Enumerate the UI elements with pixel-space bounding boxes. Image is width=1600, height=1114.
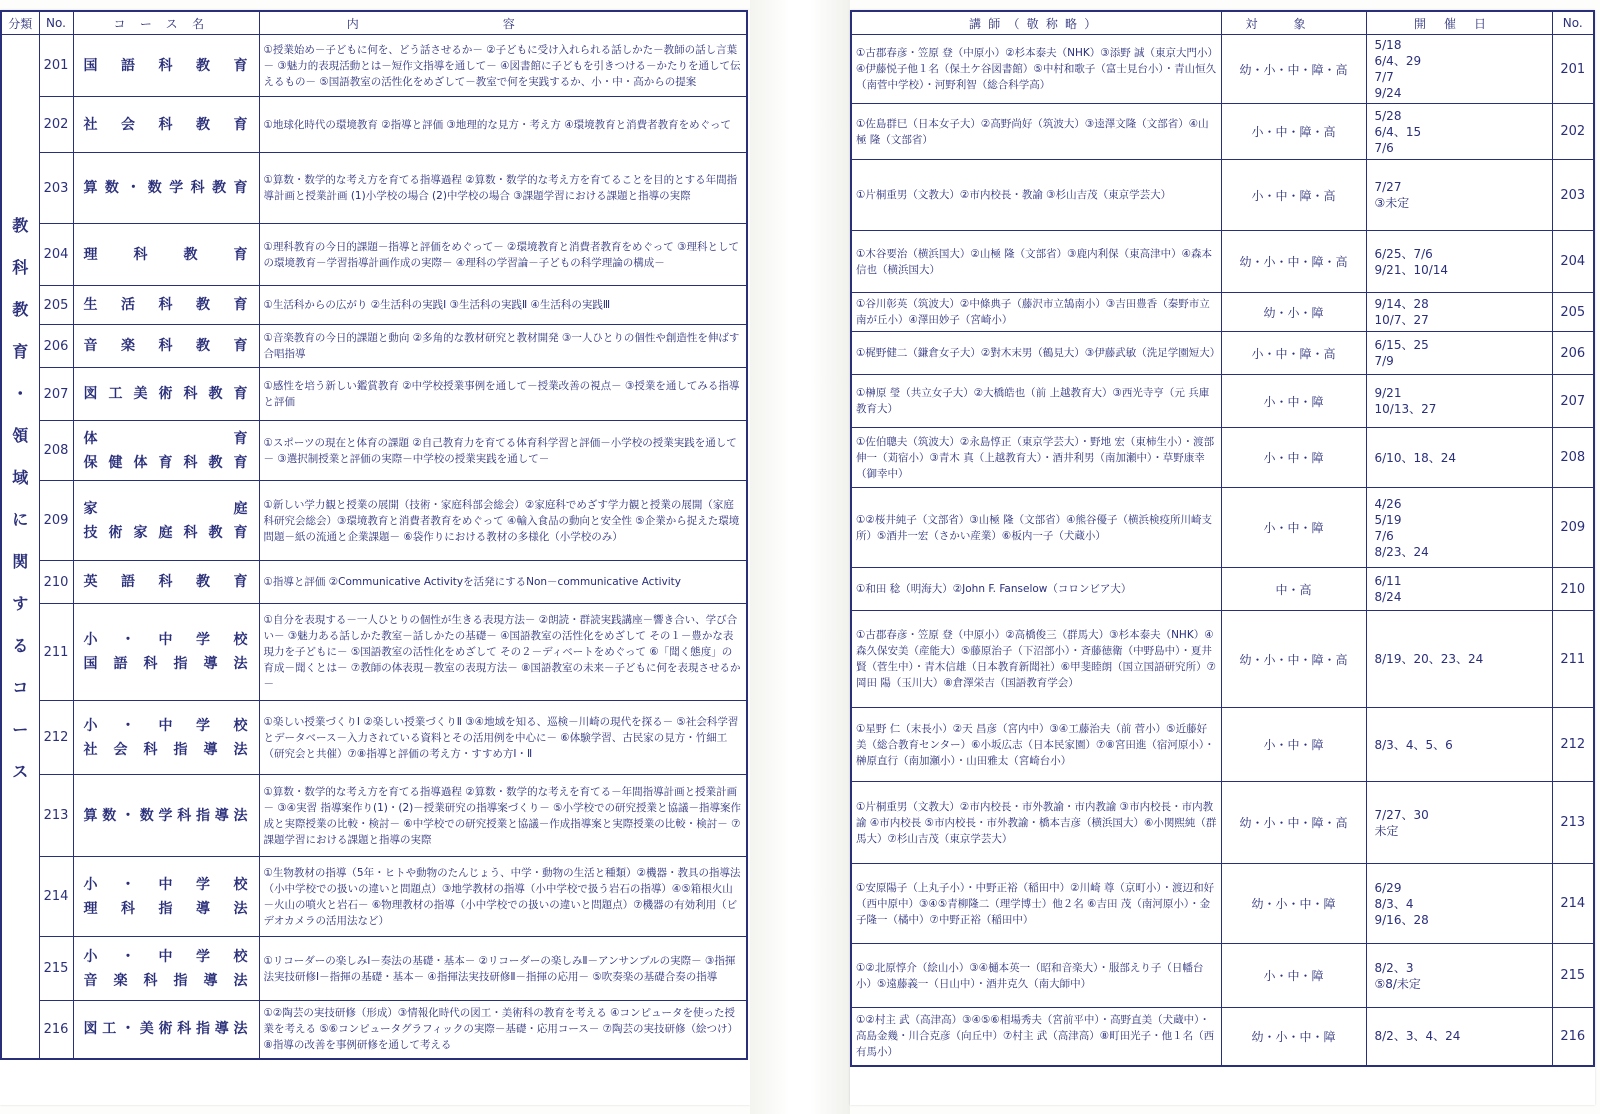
course-content: ①授業始め－子どもに何を、どう話させるか－ ②子どもに受け入れられる話しかた－教師の話し言葉－ ③魅力的表現活動とは－短作文指導を通して－ ④図書館に子どもを引きつける－かたりを通して伝えるもの－ ⑤国語教室の活性化をめざして－教室で何を実践するか、小・中・高からの提案 [259, 35, 747, 97]
header-no-right: No. [1552, 11, 1594, 35]
course-row [1, 153, 747, 224]
course-target: 幼・小・中・障・高 [1221, 782, 1366, 864]
course-dates [1366, 332, 1552, 375]
course-date: 4/26 [1374, 496, 1402, 511]
course-name-line: 生活科教育 [83, 297, 249, 313]
course-target: 幼・小・中・障・高 [1221, 35, 1366, 104]
course-content: ①新しい学力観と授業の展開（技術・家庭科部会総会）②家庭科でめざす学力観と授業の展開（家庭科研究会総会）③環境教育と消費者教育をめぐって ④輸入食品の動向と安全性 ⑤企業から捉えた環境問題－紙の流通と企業課題－ ⑥袋作りにおける教材の多様化（小学校のみ） [259, 481, 747, 561]
category-char: す [12, 594, 29, 613]
course-date: 5/19 [1374, 512, 1402, 527]
course-no: 208 [39, 421, 73, 481]
category-char: ス [12, 762, 29, 781]
course-target: 幼・小・中・障 [1221, 864, 1366, 944]
header-instructor: 講師（敬称略） [851, 11, 1221, 35]
course-name [73, 775, 259, 857]
course-name [73, 224, 259, 286]
course-no-right: 214 [1552, 864, 1594, 944]
schedule-row [851, 611, 1594, 708]
course-name [73, 701, 259, 775]
schedule-row [851, 708, 1594, 782]
course-date: 5/28 [1374, 108, 1402, 123]
course-no: 209 [39, 481, 73, 561]
category-char: る [12, 636, 29, 655]
course-instructor: ①古郡春彦・笠原 登（中原小）②高橋俊三（群馬大）③杉本泰夫（NHK）④森久保安美（産能大）⑤藤原治子（下沼部小）・斉藤徳衛（中野島中）・夏井 賢（菅生中）・青木信雄（日本教育新聞社）⑥甲斐睦朗（国立国語研究所）⑦岡田 陽（玉川大）⑧倉澤栄吉（国語教育学会） [851, 611, 1221, 708]
course-name [73, 1001, 259, 1059]
course-no-right: 210 [1552, 568, 1594, 611]
course-content: ①感性を培う新しい鑑賞教育 ②中学校授業事例を通して－授業改善の視点－ ③授業を通してみる指導と評価 [259, 368, 747, 421]
course-no-right: 205 [1552, 293, 1594, 332]
course-date: ⑤8/未定 [1374, 976, 1421, 991]
course-instructor: ①安原陽子（上丸子小）・中野正裕（稲田中）②川崎 尊（京町小）・渡辺和好（西中原中）③④⑤青柳隆二（理学博士）他２名 ⑥吉田 茂（南河原小）・金子隆一（橘中）⑦中野正裕（稲田中） [851, 864, 1221, 944]
course-target: 小・中・障 [1221, 944, 1366, 1008]
course-target: 幼・小・中・障・高 [1221, 611, 1366, 708]
course-schedule-table [850, 10, 1595, 1067]
schedule-row [851, 488, 1594, 568]
course-no-right: 216 [1552, 1008, 1594, 1066]
course-target: 小・中・障 [1221, 708, 1366, 782]
course-date: 7/9 [1374, 354, 1394, 368]
course-no: 212 [39, 701, 73, 775]
course-content: ①スポーツの現在と体育の課題 ②自己教育力を育てる体育科学習と評価－小学校の授業実践を通して－ ③選択制授業と評価の実際－中学校の授業実践を通して－ [259, 421, 747, 481]
course-date: ③未定 [1374, 196, 1410, 210]
course-name-line: 理科教育 [83, 246, 249, 263]
category-label [1, 35, 39, 1059]
course-no-right: 206 [1552, 332, 1594, 375]
course-date: 8/2、3、4、24 [1374, 1029, 1461, 1044]
course-instructor: ①②桜井純子（文部省）③山極 隆（文部省）④熊谷優子（横浜検疫所川崎支所）⑤酒井一宏（さかい産業）⑥板内一子（犬蔵小） [851, 488, 1221, 568]
course-instructor: ①②村主 武（高津高）③④⑤⑥相場秀夫（宮前平中）・高野直美（犬蔵中）・高島金幾・川合克彦（向丘中）⑦村主 武（高津高）⑧町田光子・他１名（西有馬小） [851, 1008, 1221, 1066]
course-date: 9/21、10/14 [1374, 262, 1449, 277]
header-content: 内容 [259, 11, 747, 35]
category-char: 領 [12, 426, 29, 445]
course-no: 202 [39, 97, 73, 153]
course-row [1, 857, 747, 937]
course-name [73, 421, 259, 481]
category-char: 育 [12, 342, 29, 361]
header-course-name: コース名 [73, 11, 259, 35]
header-category: 分類 [1, 11, 39, 35]
course-dates [1366, 944, 1552, 1008]
course-no: 204 [39, 224, 73, 286]
schedule-row [851, 293, 1594, 332]
right-page [850, 10, 1595, 1105]
course-row [1, 224, 747, 286]
course-row [1, 1001, 747, 1059]
course-date: 10/13、27 [1374, 402, 1437, 416]
course-content: ①音楽教育の今日的課題と動向 ②多角的な教材研究と教材開発 ③一人ひとりの個性や創造性を伸ばす合唱指導 [259, 325, 747, 368]
course-no: 210 [39, 561, 73, 604]
course-no-right: 203 [1552, 160, 1594, 231]
course-name-line: 図工美術科教育 [83, 386, 249, 402]
course-name-line: 技術家庭科教育 [83, 524, 249, 541]
course-name [73, 481, 259, 561]
course-target: 小・中・障・高 [1221, 332, 1366, 375]
category-char: コ [12, 678, 29, 697]
course-name [73, 286, 259, 325]
course-instructor: ①梶野健二（鎌倉女子大）②對木末男（鶴見大）③伊藤武敏（洗足学園短大） [851, 332, 1221, 375]
course-no-right: 201 [1552, 35, 1594, 104]
course-instructor: ①片桐重男（文教大）②市内校長・市外教諭・市内教諭 ③市内校長・市内教諭 ④市内校長 ⑤市内校長・市外教諭・橋本吉彦（横浜国大）⑥小関熙純（群馬大）⑦杉山吉茂（東京学芸大） [851, 782, 1221, 864]
course-no: 207 [39, 368, 73, 421]
course-target: 小・中・障 [1221, 428, 1366, 488]
header-date: 開催日 [1366, 11, 1552, 35]
course-content: ①算数・数学的な考え方を育てる指導過程 ②算数・数学的な考え方を育てることを目的とする年間指導計画と授業計画 (1)小学校の場合 (2)中学校の場合 ③課題学習における課題と指導の実際 [259, 153, 747, 224]
left-page [0, 10, 750, 1105]
course-no-right: 209 [1552, 488, 1594, 568]
course-content: ①生活科からの広がり ②生活科の実践Ⅰ ③生活科の実践Ⅱ ④生活科の実践Ⅲ [259, 286, 747, 325]
course-instructor: ①木谷要治（横浜国大）②山極 隆（文部省）③鹿内利保（東高津中）④森本信也（横浜国大） [851, 231, 1221, 293]
schedule-row [851, 428, 1594, 488]
course-dates [1366, 104, 1552, 160]
category-char: 教 [12, 216, 29, 235]
course-no-right: 204 [1552, 231, 1594, 293]
course-instructor: ①榊原 瑩（共立女子大）②大橋皓也（前 上越教育大）③西光寺亨（元 兵庫教育大） [851, 375, 1221, 428]
course-name-line: 算数・数学科教育 [83, 180, 249, 196]
course-instructor: ①佐伯聰夫（筑波大）②永島惇正（東京学芸大）・野地 宏（東柿生小）・渡部伸一（苅宿小）③青木 真（上越教育大）・酒井利男（南加瀬中）・草野康幸（御幸中） [851, 428, 1221, 488]
course-row [1, 937, 747, 1001]
course-row [1, 97, 747, 153]
course-name [73, 368, 259, 421]
course-date: 6/29 [1374, 880, 1402, 895]
course-date: 5/18 [1374, 38, 1402, 52]
course-target: 幼・小・中・障・高 [1221, 231, 1366, 293]
course-content: ①算数・数学的な考え方を育てる指導過程 ②算数・数学的な考えを育てる－年間指導計画と授業計画－ ③④実習 指導案作り(1)・(2)－授業研究の指導案づくり－ ⑤小学校での研究授業と協議－指導案作成と実際授業の比較・検討－ ⑥中学校での研究授業と協議－作成指導案と実際授業の比較・検討－ ⑦課題学習における課題と指導の実際 [259, 775, 747, 857]
course-date: 6/4、15 [1374, 124, 1422, 139]
category-char: 域 [12, 468, 29, 487]
course-date: 8/24 [1374, 590, 1402, 604]
course-name-line: 体育 [83, 430, 249, 447]
course-target: 小・中・障・高 [1221, 104, 1366, 160]
course-date: 7/27、30 [1374, 807, 1429, 822]
course-name [73, 561, 259, 604]
course-no-right: 211 [1552, 611, 1594, 708]
course-instructor: ①片桐重男（文教大）②市内校長・教諭 ③杉山吉茂（東京学芸大） [851, 160, 1221, 231]
course-name-line: 家庭 [83, 500, 249, 517]
course-date: 6/25、7/6 [1374, 246, 1433, 261]
course-name-line: 小・中学校 [83, 717, 249, 734]
course-instructor: ①星野 仁（末長小）②天 昌彦（宮内中）③④工藤治夫（前 菅小）⑤近藤好美（総合教育センター）⑥小坂広志（日本民家園）⑦⑧宮田進（宿河原小）・榊原直行（南加瀬小）・山田雅太（宮崎台小） [851, 708, 1221, 782]
right-header-row [851, 11, 1594, 35]
course-content: ①自分を表現する－一人ひとりの個性が生きる表現方法－ ②朗読・群読実践講座－響き合い、学び合い－ ③魅力ある話しかた教室－話しかたの基礎－ ④国語教室の活性化をめざして その１－豊かな表現力を子どもに－ ⑤国語教室の活性化をめざして その２－ディベートをめぐって ⑥「聞く態度」の育成－聞くとは－ ⑦教師の体表現－教室の表現方法－ ⑧国語教室の未来－子どもに何を表現させるか－ [259, 604, 747, 701]
course-date: 9/14、28 [1374, 297, 1429, 311]
course-date: 8/3、4 [1374, 896, 1414, 911]
course-date: 7/7 [1374, 70, 1394, 84]
course-row [1, 701, 747, 775]
schedule-row [851, 375, 1594, 428]
course-no-right: 202 [1552, 104, 1594, 160]
category-char: に [12, 510, 29, 529]
course-row [1, 35, 747, 97]
course-name-line: 小・中学校 [83, 632, 249, 648]
course-date: 6/11 [1374, 574, 1402, 588]
course-name [73, 937, 259, 1001]
course-name-line: 小・中学校 [83, 948, 249, 965]
course-name-line: 図工・美術科指導法 [83, 1021, 249, 1038]
course-no: 214 [39, 857, 73, 937]
course-date: 6/10、18、24 [1374, 450, 1456, 465]
header-no: No. [39, 11, 73, 35]
course-target: 小・中・障 [1221, 375, 1366, 428]
schedule-row [851, 104, 1594, 160]
course-dates [1366, 782, 1552, 864]
course-date: 9/16、28 [1374, 912, 1429, 927]
course-date: 8/2、3 [1374, 960, 1414, 975]
course-name-line: 英語科教育 [83, 574, 249, 590]
course-name-line: 音楽科指導法 [83, 972, 249, 989]
course-date: 6/15、25 [1374, 338, 1429, 352]
course-dates [1366, 1008, 1552, 1066]
course-dates [1366, 160, 1552, 231]
course-content: ①②陶芸の実技研修（形成）③情報化時代の図工・美術科の教育を考える ④コンピュータを使った授業を考える ⑤⑥コンピュータグラフィックの実際－基礎・応用コース－ ⑦陶芸の実技研修（絵つけ）⑧指導の改善を事例研修を通して考える [259, 1001, 747, 1059]
course-date: 10/7、27 [1374, 313, 1429, 327]
course-row [1, 368, 747, 421]
schedule-row [851, 782, 1594, 864]
course-name [73, 604, 259, 701]
course-dates [1366, 231, 1552, 293]
course-content: ①生物教材の指導（5年・ヒトや動物のたんじょう、中学・動物の生活と種類）②機器・教具の指導法（小中学校での扱いの違いと問題点）③地学教材の指導（小中学校で扱う岩石の指導）④⑤箱根火山－火山の噴火と岩石－ ⑥物理教材の指導（小中学校での扱いの違いと問題点）⑦機器の有効利用（ビデオカメラの活用法など） [259, 857, 747, 937]
course-name-line: 国語科教育 [83, 57, 249, 74]
course-name-line: 社会科指導法 [83, 741, 249, 758]
course-dates [1366, 568, 1552, 611]
course-no: 206 [39, 325, 73, 368]
course-date: 9/24 [1374, 86, 1402, 100]
course-no: 211 [39, 604, 73, 701]
schedule-row [851, 231, 1594, 293]
category-char: ー [12, 720, 29, 739]
course-name-line: 理科指導法 [83, 900, 249, 917]
schedule-row [851, 864, 1594, 944]
course-target: 小・中・障・高 [1221, 160, 1366, 231]
course-row [1, 421, 747, 481]
course-date: 未定 [1374, 823, 1399, 838]
course-row [1, 561, 747, 604]
course-name-line: 社会科教育 [83, 116, 249, 133]
course-name-line: 小・中学校 [83, 876, 249, 893]
course-no-right: 213 [1552, 782, 1594, 864]
schedule-row [851, 1008, 1594, 1066]
course-date: 9/21 [1374, 386, 1402, 400]
course-content: ①理科教育の今日的課題－指導と評価をめぐって－ ②環境教育と消費者教育をめぐって ③理科としての環境教育－学習指導計画作成の実際－ ④理科の学習論－子どもの科学理論の構成－ [259, 224, 747, 286]
course-content: ①指導と評価 ②Communicative Activityを活発にするNon－communicative Activity [259, 561, 747, 604]
course-date: 8/23、24 [1374, 544, 1429, 559]
course-instructor: ①②北原惇介（絵山小）③④樋本英一（昭和音楽大）・服部えり子（日幡台小）⑤遠藤義一（日山中）・酒井克久（南大師中） [851, 944, 1221, 1008]
course-name [73, 153, 259, 224]
course-date: 7/6 [1374, 528, 1394, 543]
course-date: 8/19、20、23、24 [1374, 652, 1484, 666]
course-name-line: 算数・数学科指導法 [83, 807, 249, 824]
course-no: 216 [39, 1001, 73, 1059]
course-target: 幼・小・中・障 [1221, 1008, 1366, 1066]
category-char: 関 [12, 552, 29, 571]
schedule-row [851, 35, 1594, 104]
course-instructor: ①古郡春彦・笠原 登（中原小）②杉本泰夫（NHK）③添野 誠（東京大門小）④伊藤悦子他１名（保土ケ谷図書館）⑤中村和歌子（富士見台小）・青山恒久（南菅中学校）・河野利智（総合科学高） [851, 35, 1221, 104]
course-no-right: 208 [1552, 428, 1594, 488]
course-target: 小・中・障 [1221, 488, 1366, 568]
course-instructor: ①佐島群巳（日本女子大）②高野尚好（筑波大）③逵澤文隆（文部省）④山極 隆（文部省） [851, 104, 1221, 160]
course-target: 幼・小・障 [1221, 293, 1366, 332]
course-no-right: 212 [1552, 708, 1594, 782]
category-char: 教 [12, 300, 29, 319]
course-name [73, 325, 259, 368]
course-dates [1366, 428, 1552, 488]
schedule-row [851, 332, 1594, 375]
course-no: 215 [39, 937, 73, 1001]
course-name [73, 857, 259, 937]
course-content: ①楽しい授業づくりⅠ ②楽しい授業づくりⅡ ③④地域を知る、巡検－川崎の現代を探る－ ⑤社会科学習とデータベース－入力されている資料とその活用例を中心に－ ⑥体験学習、古民家の見方・竹細工（研究会と共催）⑦⑧指導と評価の考え方・すすめ方Ⅰ・Ⅱ [259, 701, 747, 775]
page-gutter [750, 0, 850, 1114]
course-dates [1366, 864, 1552, 944]
course-instructor: ①谷川彰英（筑波大）②中條典子（藤沢市立鵠南小）③吉田豊香（秦野市立南が丘小）④澤田妙子（宮崎小） [851, 293, 1221, 332]
course-content-table [0, 10, 748, 1060]
course-date: 8/3、4、5、6 [1374, 737, 1453, 752]
course-dates [1366, 708, 1552, 782]
course-instructor: ①和田 稔（明海大）②John F. Fanselow（コロンビア大） [851, 568, 1221, 611]
course-no: 205 [39, 286, 73, 325]
schedule-row [851, 160, 1594, 231]
course-no: 201 [39, 35, 73, 97]
course-row [1, 775, 747, 857]
category-char: ・ [12, 384, 29, 403]
course-no-right: 207 [1552, 375, 1594, 428]
course-content: ①地球化時代の環境教育 ②指導と評価 ③地理的な見方・考え方 ④環境教育と消費者教育をめぐって [259, 97, 747, 153]
schedule-row [851, 944, 1594, 1008]
header-target: 対象 [1221, 11, 1366, 35]
course-name-line: 国語科指導法 [83, 656, 249, 672]
course-dates [1366, 611, 1552, 708]
course-date: 7/27 [1374, 180, 1402, 194]
course-dates [1366, 293, 1552, 332]
course-row [1, 604, 747, 701]
course-content: ①リコーダーの楽しみⅠ－奏法の基礎・基本－ ②リコーダーの楽しみⅡ－アンサンブルの実際－ ③指揮法実技研修Ⅰ－指揮の基礎・基本－ ④指揮法実技研修Ⅱ－指揮の応用－ ⑤吹奏楽の基礎合奏の指導 [259, 937, 747, 1001]
course-date: 7/6 [1374, 140, 1394, 155]
course-no-right: 215 [1552, 944, 1594, 1008]
course-row [1, 325, 747, 368]
course-no: 213 [39, 775, 73, 857]
left-header-row [1, 11, 747, 35]
course-row [1, 286, 747, 325]
course-date: 6/4、29 [1374, 54, 1422, 68]
course-dates [1366, 35, 1552, 104]
course-dates [1366, 375, 1552, 428]
course-name-line: 保健体育科教育 [83, 454, 249, 471]
category-char: 科 [12, 258, 29, 277]
course-name [73, 97, 259, 153]
course-target: 中・高 [1221, 568, 1366, 611]
course-no: 203 [39, 153, 73, 224]
course-name [73, 35, 259, 97]
course-name-line: 音楽科教育 [83, 338, 249, 354]
schedule-row [851, 568, 1594, 611]
course-row [1, 481, 747, 561]
course-dates [1366, 488, 1552, 568]
